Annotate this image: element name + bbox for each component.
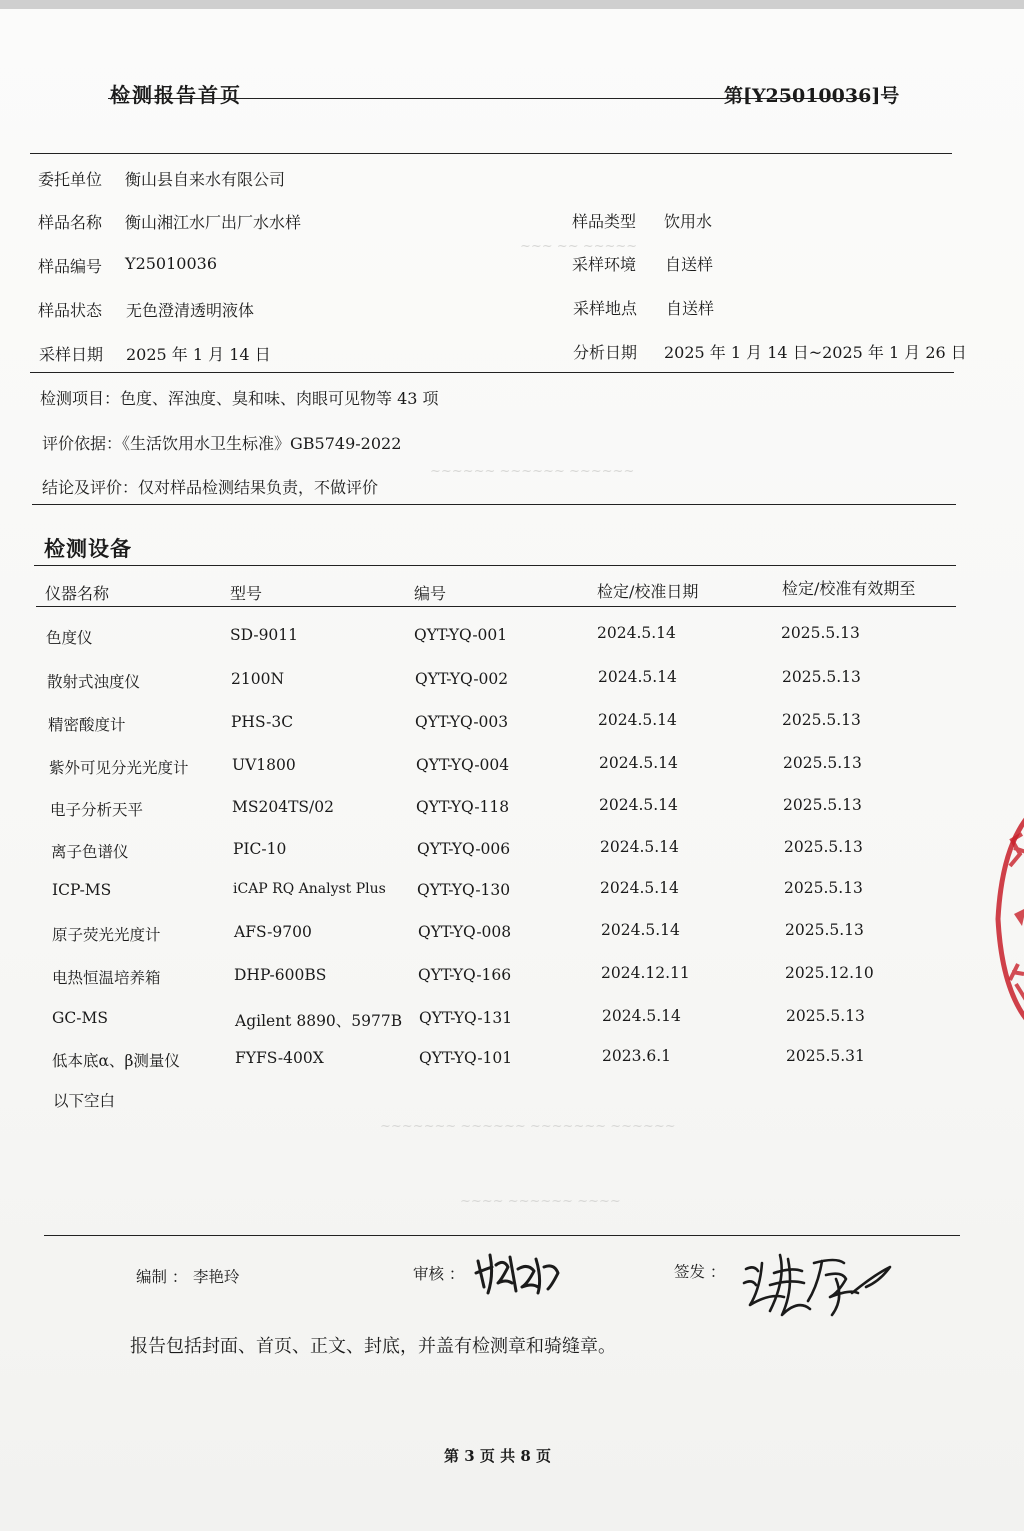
prepared-name: 李艳玲 [193,1268,240,1286]
cell-calibration-date: 2024.5.14 [600,838,679,856]
cell-valid-until: 2025.5.13 [784,879,863,897]
cell-model: 2100N [231,670,285,688]
col-header-valid-until: 检定/校准有效期至 [782,579,916,598]
info-mid-rule [30,372,954,373]
prepared-label: 编制 ： [136,1268,188,1286]
cell-valid-until: 2025.5.13 [786,1007,865,1025]
report-number: 第[Y25010036]号 [724,85,900,107]
bleed-through: ~~~~ ~~~~~~ ~~~~ [460,1194,621,1209]
col-header-name: 仪器名称 [45,584,110,603]
cell-equipment-id: QYT-YQ-130 [417,881,511,899]
cell-calibration-date: 2024.5.14 [597,624,676,642]
cell-calibration-date: 2024.5.14 [602,1007,681,1025]
cell-instrument-name: 紫外可见分光光度计 [49,759,189,777]
cell-model: Agilent 8890、5977B [235,1012,403,1030]
summary-bottom-rule [32,504,956,505]
col-header-model: 型号 [230,584,263,603]
cell-calibration-date: 2024.5.14 [598,668,677,686]
cell-equipment-id: QYT-YQ-002 [415,670,509,688]
sample-state-label: 样品状态 [38,301,103,320]
cell-model: SD-9011 [230,626,299,644]
sampling-env-label: 采样环境 [572,255,637,274]
inspection-seal [992,804,1024,1034]
sampling-date-label: 采样日期 [39,345,104,364]
conclusion: 结论及评价：仅对样品检测结果负责，不做评价 [42,478,379,497]
info-top-rule [30,153,952,154]
bleed-through: ~~~~~~ ~~~~~~ ~~~~~~ [430,464,635,479]
cell-model: AFS-9700 [234,923,312,941]
equipment-section-title: 检测设备 [44,536,132,561]
sample-no-value: Y25010036 [125,254,217,273]
reviewed-label: 审核 ： [413,1265,465,1283]
cell-instrument-name: 原子荧光光度计 [52,926,161,944]
client-label: 委托单位 [38,170,103,189]
evaluation-basis: 评价依据：《生活饮用水卫生标准》GB5749-2022 [42,434,402,453]
report-page [0,9,1024,1531]
bleed-through: ~~~~~~~ ~~~~~~ ~~~~~~~ ~~~~~~ [380,1119,676,1134]
issued-label: 签发 ： [674,1263,726,1281]
cell-equipment-id: QYT-YQ-131 [419,1009,513,1027]
cell-instrument-name: GC-MS [52,1009,108,1027]
cell-valid-until: 2025.5.13 [782,668,861,686]
report-composition-note: 报告包括封面、首页、正文、封底，并盖有检测章和骑缝章。 [130,1336,616,1357]
cell-calibration-date: 2024.12.11 [601,964,690,982]
sampling-site-value: 自送样 [666,299,715,318]
table-header-rule [36,606,956,607]
cell-model: MS204TS/02 [232,798,334,816]
bleed-through: ~~~ ~~ ~~~~~ [520,239,638,254]
table-top-rule [34,565,956,566]
issuer-signature [740,1249,900,1324]
cell-instrument-name: 色度仪 [46,629,93,647]
client-value: 衡山县自来水有限公司 [125,170,286,189]
cell-model: FYFS-400X [235,1049,324,1067]
analysis-date-value: 2025 年 1 月 14 日~2025 年 1 月 26 日 [664,343,967,362]
cell-equipment-id: QYT-YQ-006 [417,840,511,858]
sampling-date-value: 2025 年 1 月 14 日 [126,345,271,364]
top-border [0,0,1024,9]
sample-no-label: 样品编号 [38,257,103,276]
cell-instrument-name: 散射式浊度仪 [47,673,141,691]
cell-calibration-date: 2024.5.14 [601,921,680,939]
cell-valid-until: 2025.5.13 [785,921,864,939]
cell-model: PIC-10 [233,840,287,858]
cell-calibration-date: 2024.5.14 [598,711,677,729]
sample-name-value: 衡山湘江水厂出厂水水样 [125,213,302,232]
sample-type-value: 饮用水 [664,212,713,231]
reviewer-signature [472,1249,567,1299]
cell-model: iCAP RQ Analyst Plus [233,881,386,897]
cell-equipment-id: QYT-YQ-008 [418,923,512,941]
col-header-id: 编号 [414,584,447,603]
cell-valid-until: 2025.5.13 [783,754,862,772]
cell-instrument-name: 精密酸度计 [48,716,126,734]
cell-instrument-name: 低本底α、β测量仪 [52,1052,180,1070]
sample-type-label: 样品类型 [572,212,637,231]
cell-instrument-name: ICP-MS [52,881,112,899]
cell-model: PHS-3C [231,713,294,731]
sampling-env-value: 自送样 [665,255,714,274]
signature-rule [44,1235,960,1236]
cell-valid-until: 2025.5.13 [783,796,862,814]
test-items: 检测项目：色度、浑浊度、臭和味、肉眼可见物等 43 项 [40,389,439,408]
cell-equipment-id: QYT-YQ-003 [415,713,509,731]
cell-equipment-id: QYT-YQ-004 [416,756,510,774]
cell-instrument-name: 离子色谱仪 [51,843,129,861]
cell-valid-until: 2025.5.13 [781,624,860,642]
cell-valid-until: 2025.5.13 [782,711,861,729]
blank-below-note: 以下空白 [53,1092,116,1110]
sampling-site-label: 采样地点 [573,299,638,318]
sample-state-value: 无色澄清透明液体 [126,301,255,320]
sample-name-label: 样品名称 [38,213,103,232]
cell-valid-until: 2025.5.31 [786,1047,865,1065]
cell-instrument-name: 电子分析天平 [50,801,144,819]
analysis-date-label: 分析日期 [573,343,638,362]
cell-instrument-name: 电热恒温培养箱 [52,969,161,987]
cell-model: UV1800 [232,756,296,774]
cell-model: DHP-600BS [234,966,327,984]
cell-calibration-date: 2023.6.1 [602,1047,672,1065]
cell-calibration-date: 2024.5.14 [600,879,679,897]
cell-equipment-id: QYT-YQ-118 [416,798,510,816]
cell-equipment-id: QYT-YQ-001 [414,626,508,644]
page-number: 第 3 页 共 8 页 [444,1447,551,1465]
page-title: 检测报告首页 [110,83,242,107]
col-header-calib-date: 检定/校准日期 [597,582,699,601]
cell-valid-until: 2025.12.10 [785,964,874,982]
cell-calibration-date: 2024.5.14 [599,754,678,772]
cell-equipment-id: QYT-YQ-101 [419,1049,513,1067]
cell-equipment-id: QYT-YQ-166 [418,966,512,984]
cell-valid-until: 2025.5.13 [784,838,863,856]
cell-calibration-date: 2024.5.14 [599,796,678,814]
header-rule [108,98,870,99]
